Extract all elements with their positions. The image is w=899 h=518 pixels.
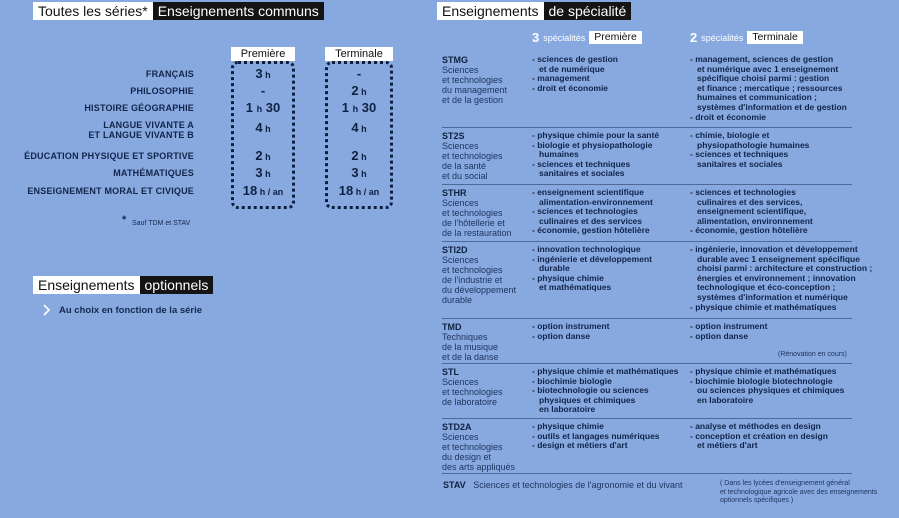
- premiere-spec-count: [532, 30, 642, 45]
- row-divider: [442, 473, 852, 474]
- premiere-spec-word: spécialités: [543, 32, 586, 43]
- series-description: Sciences et technologies de laboratoire: [442, 377, 503, 407]
- optional-choice-row: [42, 304, 202, 316]
- series-label: [442, 55, 532, 105]
- series-description: Sciences et technologies de l'industrie et du développement durable: [442, 255, 517, 305]
- subject-name: MATHÉMATIQUES: [113, 168, 194, 178]
- specialty-item: - physique chimie pour la santé: [532, 130, 660, 140]
- specialty-item: - management: [532, 73, 590, 84]
- premiere-hours: -: [260, 83, 266, 98]
- subject-name: FRANÇAIS: [145, 69, 194, 79]
- premiere-hours: 2 h: [255, 148, 271, 163]
- specialty-item: - management, sciences de gestion et numérique avec 1 enseignement spécifique choisi parmi : gestion et finance ; mercatique ; ressources humaines et communication ; systèmes d'information et de gestion: [690, 54, 847, 112]
- series-label: [442, 367, 532, 407]
- row-divider: [442, 318, 852, 319]
- specialty-item: - innovation technologique: [532, 244, 641, 254]
- specialty-item: - biologie et physiopathologie humaines: [532, 139, 653, 160]
- footnote-star: *: [122, 214, 127, 226]
- premiere-specialties: [532, 367, 678, 415]
- common-header-label: Toutes les séries*: [33, 2, 153, 20]
- terminale-specialties: [690, 367, 844, 405]
- premiere-spec-label: Première: [589, 31, 642, 44]
- specialty-item: - physique chimie et mathématiques: [690, 301, 837, 312]
- series-code: STD2A: [442, 422, 472, 432]
- series-description: Sciences et technologies du management et de la gestion: [442, 65, 508, 105]
- stav-desc: Sciences et technologies de l'agronomie et du vivant: [473, 480, 683, 490]
- column-header-premiere: Première: [231, 47, 295, 61]
- specialty-item: - conception et création en design et métiers d'art: [690, 430, 828, 451]
- premiere-hours: 3 h: [255, 66, 271, 81]
- optional-header-label: Enseignements: [33, 276, 140, 294]
- specialty-item: - option instrument: [690, 321, 768, 331]
- series-description: Sciences et technologies de la santé et du social: [442, 141, 503, 181]
- terminale-hours: 3 h: [351, 165, 367, 180]
- specialty-item: - droit et économie: [532, 82, 609, 93]
- specialty-item: - biochimie biologie: [532, 375, 612, 386]
- subject-name: LANGUE VIVANTE A ET LANGUE VIVANTE B: [88, 120, 194, 140]
- specialty-item: - sciences et techniques sanitaires et sociales: [690, 149, 789, 169]
- premiere-spec-number: 3: [532, 30, 540, 45]
- specialty-item: - ingénierie et développement durable: [532, 253, 652, 274]
- terminale-specialties: [690, 55, 847, 122]
- terminale-specialties: [690, 188, 813, 236]
- terminale-hours: 2 h: [351, 148, 367, 163]
- row-divider: [442, 184, 852, 185]
- terminale-hours: 2 h: [351, 83, 367, 98]
- subject-name: PHILOSOPHIE: [130, 86, 194, 96]
- series-label: [442, 131, 532, 181]
- specialty-item: - chimie, biologie et physiopathologie humaines: [690, 130, 810, 150]
- series-description: Sciences et technologies de l'hôtellerie et de la restauration: [442, 198, 512, 238]
- premiere-hours: 18 h / an: [242, 183, 284, 198]
- terminale-hours: 4 h: [351, 120, 367, 135]
- specialty-header-title: de spécialité: [544, 2, 632, 20]
- row-divider: [442, 241, 852, 242]
- terminale-spec-count: [690, 30, 803, 45]
- premiere-specialties: [532, 245, 652, 293]
- premiere-specialties: [532, 422, 660, 451]
- series-code: STMG: [442, 55, 468, 65]
- series-description: Sciences et technologies du design et des arts appliqués: [442, 432, 516, 472]
- optional-header-title: optionnels: [140, 276, 214, 294]
- premiere-specialties: [532, 188, 653, 236]
- row-divider: [442, 127, 852, 128]
- optional-header: [33, 276, 213, 295]
- premiere-hours: 4 h: [255, 120, 271, 135]
- specialty-item: - outils et langages numériques: [532, 430, 660, 441]
- specialty-item: - design et métiers d'art: [532, 440, 628, 451]
- series-description: Techniques de la musique et de la danse: [442, 332, 499, 362]
- specialty-item: - physique chimie: [532, 421, 604, 431]
- terminale-hours: 18 h / an: [338, 183, 380, 198]
- premiere-specialties: [532, 55, 618, 93]
- premiere-specialties: [532, 131, 659, 179]
- specialty-item: - option danse: [690, 330, 749, 341]
- terminale-spec-word: spécialités: [701, 32, 744, 43]
- terminale-spec-number: 2: [690, 30, 698, 45]
- series-label: [442, 188, 532, 238]
- series-code: ST2S: [442, 131, 465, 141]
- specialty-item: - physique chimie et mathématiques: [532, 366, 679, 376]
- specialty-item: - option instrument: [532, 321, 610, 331]
- specialty-item: - physique chimie et mathématiques: [690, 366, 837, 376]
- stav-note: ( Dans les lycées d'enseignement général et technologique agricole avec des enseignements optionnels spécifiques ): [720, 480, 878, 504]
- series-code: STHR: [442, 188, 467, 198]
- specialty-item: - analyse et méthodes en design: [690, 421, 821, 431]
- subject-name: HISTOIRE GÉOGRAPHIE: [84, 103, 194, 113]
- specialty-item: - sciences et technologies culinaires et des services, enseignement scientifique, alimentation, environnement: [690, 187, 813, 226]
- series-label: [442, 245, 532, 305]
- terminale-specialties: [690, 422, 828, 451]
- specialty-item: - droit et économie: [690, 111, 767, 122]
- common-header-title: Enseignements communs: [153, 2, 324, 20]
- specialty-item: - sciences et techniques sanitaires et sociales: [532, 158, 631, 179]
- premiere-hours: 1 h 30: [245, 100, 281, 115]
- specialty-header-label: Enseignements: [437, 2, 544, 20]
- common-header: [33, 2, 324, 21]
- terminale-specialties: [690, 245, 872, 312]
- specialty-item: - option danse: [532, 330, 591, 341]
- row-divider: [442, 363, 852, 364]
- terminale-hours: -: [356, 66, 362, 81]
- terminale-hours: 1 h 30: [341, 100, 377, 115]
- series-label: [442, 322, 532, 362]
- specialty-item: - biotechnologie ou sciences physiques et chimiques en laboratoire: [532, 385, 649, 415]
- specialty-header: [437, 2, 631, 21]
- specialty-item: - biochimie biologie biotechnologie ou sciences physiques et chimiques en laboratoire: [690, 375, 845, 405]
- stav-code: STAV: [443, 480, 466, 490]
- stav-row: [443, 480, 683, 490]
- specialty-item: - sciences de gestion et de numérique: [532, 54, 618, 74]
- terminale-specialties: [690, 322, 767, 341]
- specialty-item: - sciences et technologies culinaires et des services: [532, 206, 643, 226]
- specialty-item: - ingénierie, innovation et développement durable avec 1 enseignement spécifique choisi parmi : architecture et construction ; énergies et environnement ; innovation technologique et éco-conception ; systèmes d'information et numérique: [690, 244, 873, 302]
- series-code: TMD: [442, 322, 462, 332]
- series-code: STI2D: [442, 245, 468, 255]
- column-header-terminale: Terminale: [325, 47, 393, 61]
- terminale-spec-label: Terminale: [747, 31, 803, 44]
- optional-choice-text: Au choix en fonction de la série: [59, 304, 203, 316]
- specialty-item: - économie, gestion hôtelière: [690, 225, 808, 236]
- specialty-item: - physique chimie et mathématiques: [532, 272, 612, 293]
- terminale-specialties: [690, 131, 809, 169]
- row-divider: [442, 418, 852, 419]
- premiere-specialties: [532, 322, 609, 341]
- chevron-right-icon: [42, 304, 51, 316]
- footnote-text: Sauf TDM et STAV: [132, 220, 191, 227]
- series-label: [442, 422, 532, 472]
- series-code: STL: [442, 367, 459, 377]
- premiere-hours: 3 h: [255, 165, 271, 180]
- subject-name: ÉDUCATION PHYSIQUE ET SPORTIVE: [24, 151, 194, 161]
- specialty-item: - économie, gestion hôtelière: [532, 225, 650, 236]
- specialty-item: - enseignement scientifique alimentation-environnement: [532, 187, 653, 207]
- subject-name: ENSEIGNEMENT MORAL ET CIVIQUE: [27, 186, 194, 196]
- renovation-note: (Rénovation en cours): [778, 351, 847, 358]
